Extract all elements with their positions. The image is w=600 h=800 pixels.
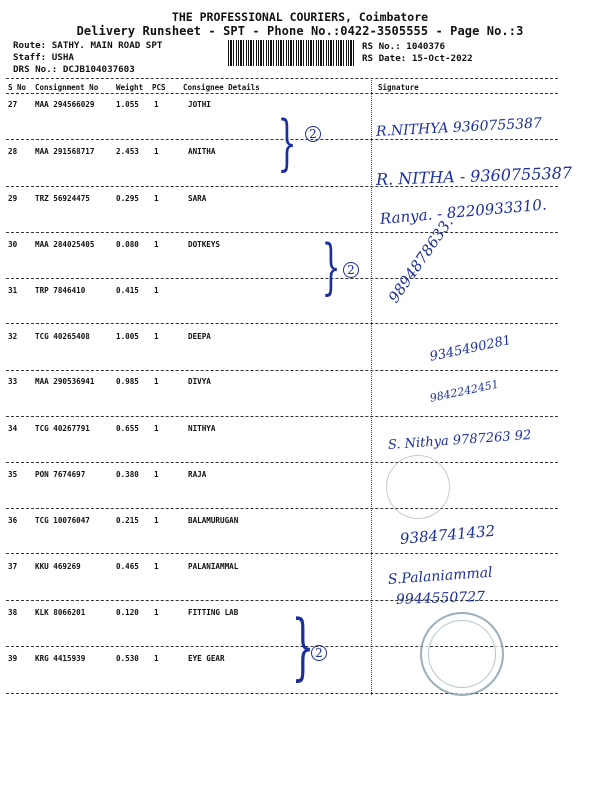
row-consignment: KKU 469269	[35, 562, 81, 571]
route-label: Route:	[13, 40, 47, 51]
rs-no-line	[362, 41, 445, 52]
row-pcs: 1	[154, 286, 159, 295]
signature-text: R.NITHYA 9360755387	[375, 115, 543, 140]
col-signature: Signature	[378, 83, 419, 92]
row-consignment: KRG 4415939	[35, 654, 86, 663]
row-pcs: 1	[154, 516, 159, 525]
row-divider	[6, 186, 558, 187]
row-consignee: JOTHI	[188, 100, 211, 109]
staff-line	[13, 52, 74, 63]
row-pcs: 1	[154, 332, 159, 341]
row-consignee: BALAMURUGAN	[188, 516, 239, 525]
row-consignment: MAA 290536941	[35, 377, 95, 386]
row-consignment: PON 7674697	[35, 470, 86, 479]
col-pcs: PCS	[152, 83, 166, 92]
brace-mark: }	[277, 108, 297, 178]
route-value: SATHY. MAIN ROAD SPT	[51, 40, 163, 51]
row-consignee: NITHYA	[188, 424, 216, 433]
group-mark: 2	[305, 126, 321, 142]
row-pcs: 1	[154, 654, 159, 663]
row-consignee: DOTKEYS	[188, 240, 221, 249]
stamp-seal	[386, 455, 450, 519]
row-divider	[6, 232, 558, 233]
col-sno: S No	[8, 83, 27, 92]
stamp-seal	[420, 612, 504, 696]
header-bottom-border	[6, 93, 558, 94]
row-weight: 0.655	[116, 424, 139, 433]
row-sno: 29	[8, 194, 18, 203]
col-weight: Weight	[116, 83, 144, 92]
row-pcs: 1	[154, 424, 159, 433]
row-consignment: MAA 284025405	[35, 240, 95, 249]
table-top-border	[6, 78, 558, 79]
rs-date-label: RS Date:	[362, 53, 407, 64]
row-consignment: TCG 40265408	[35, 332, 90, 341]
row-consignee: DIVYA	[188, 377, 211, 386]
route-line	[13, 40, 162, 51]
col-consignee: Consignee Details	[183, 83, 260, 92]
row-consignment: MAA 291568717	[35, 147, 95, 156]
row-consignee: FITTING LAB	[188, 608, 239, 617]
row-sno: 36	[8, 516, 18, 525]
row-divider	[6, 278, 558, 279]
rs-no-label: RS No.:	[362, 41, 401, 52]
row-divider	[6, 370, 558, 371]
signature-text: 9894878633.	[384, 213, 457, 307]
row-sno: 38	[8, 608, 18, 617]
staff-label: Staff:	[13, 52, 47, 63]
rs-no-value: 1040376	[406, 41, 446, 52]
brace-mark: }	[291, 604, 315, 688]
row-weight: 0.465	[116, 562, 139, 571]
group-mark: 2	[343, 262, 359, 278]
row-consignment: TRP 7846410	[35, 286, 86, 295]
col-consignment: Consignment No	[35, 83, 99, 92]
group-mark: 2	[311, 645, 327, 661]
signature-text: 9944550727	[395, 588, 486, 608]
signature-text: 9842242451	[428, 377, 500, 405]
row-weight: 0.080	[116, 240, 139, 249]
row-consignment: MAA 294566029	[35, 100, 95, 109]
row-weight: 1.055	[116, 100, 139, 109]
signature-text: S. Nithya 9787263 92	[387, 427, 532, 453]
drs-value: DCJB104037603	[62, 64, 135, 75]
brace-mark: }	[321, 232, 341, 302]
signature-text: S.Palaniammal	[387, 564, 494, 588]
row-weight: 1.005	[116, 332, 139, 341]
row-consignee: DEEPA	[188, 332, 211, 341]
row-sno: 31	[8, 286, 18, 295]
row-sno: 39	[8, 654, 18, 663]
row-consignee: PALANIAMMAL	[188, 562, 239, 571]
row-pcs: 1	[154, 470, 159, 479]
row-divider	[6, 462, 558, 463]
row-weight: 0.120	[116, 608, 139, 617]
row-sno: 27	[8, 100, 18, 109]
signature-text: R. NITHA - 9360755387	[375, 163, 573, 189]
signature-text: 9345490281	[428, 332, 513, 365]
row-sno: 33	[8, 377, 18, 386]
row-sno: 35	[8, 470, 18, 479]
row-weight: 0.215	[116, 516, 139, 525]
signature-text: Ranya. - 8220933310.	[379, 195, 548, 228]
row-consignee: RAJA	[188, 470, 207, 479]
row-divider	[6, 323, 558, 324]
row-consignee: ANITHA	[188, 147, 216, 156]
signature-divider	[371, 78, 372, 695]
row-pcs: 1	[154, 240, 159, 249]
row-pcs: 1	[154, 377, 159, 386]
row-pcs: 1	[154, 100, 159, 109]
row-consignment: TCG 10076047	[35, 516, 90, 525]
row-weight: 0.530	[116, 654, 139, 663]
row-sno: 28	[8, 147, 18, 156]
rs-date-value: 15-Oct-2022	[411, 53, 473, 64]
row-consignment: TCG 40267791	[35, 424, 90, 433]
runsheet-subtitle: Delivery Runsheet - SPT - Phone No.:0422-3505555 - Page No.:3	[76, 24, 524, 38]
row-consignment: TRZ 56924475	[35, 194, 90, 203]
staff-value: USHA	[51, 52, 74, 63]
row-consignee: EYE GEAR	[188, 654, 225, 663]
row-pcs: 1	[154, 608, 159, 617]
row-weight: 2.453	[116, 147, 139, 156]
row-divider	[6, 553, 558, 554]
row-sno: 37	[8, 562, 18, 571]
row-weight: 0.985	[116, 377, 139, 386]
company-title: THE PROFESSIONAL COURIERS, Coimbatore	[171, 10, 429, 24]
row-weight: 0.415	[116, 286, 139, 295]
row-sno: 32	[8, 332, 18, 341]
row-weight: 0.380	[116, 470, 139, 479]
row-pcs: 1	[154, 147, 159, 156]
row-sno: 30	[8, 240, 18, 249]
signature-text: 9384741432	[399, 521, 496, 548]
drs-label: DRS No.:	[13, 64, 58, 75]
row-sno: 34	[8, 424, 18, 433]
row-pcs: 1	[154, 194, 159, 203]
drs-line	[13, 64, 135, 75]
row-consignment: KLK 8066201	[35, 608, 86, 617]
row-pcs: 1	[154, 562, 159, 571]
barcode	[228, 40, 356, 66]
row-weight: 0.295	[116, 194, 139, 203]
row-consignee: SARA	[188, 194, 207, 203]
rs-date-line	[362, 53, 473, 64]
row-divider	[6, 416, 558, 417]
row-divider	[6, 508, 558, 509]
